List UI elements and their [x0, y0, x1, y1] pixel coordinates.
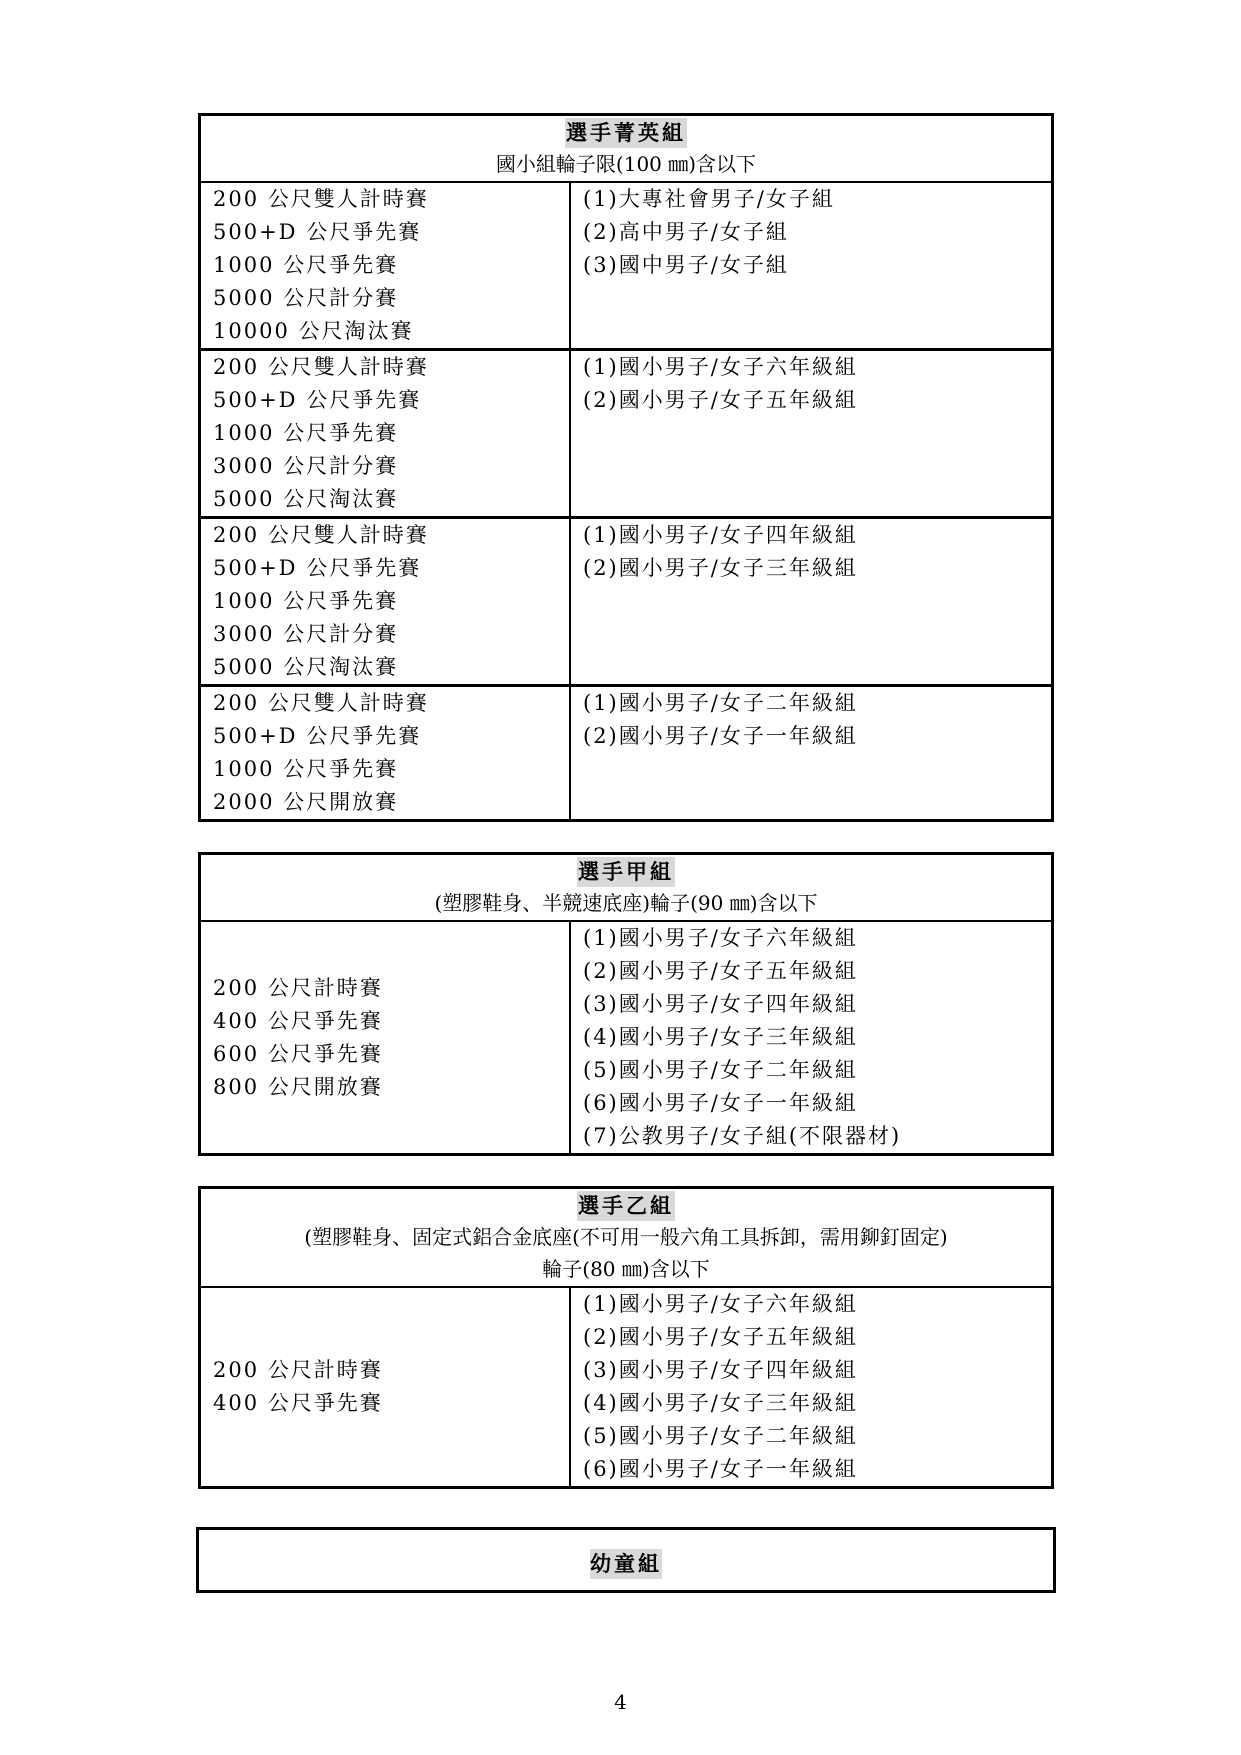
table-title: 選手甲組: [577, 857, 675, 887]
table-title: 選手乙組: [577, 1191, 675, 1221]
groups-cell: [571, 687, 1051, 819]
table-title: 選手菁英組: [565, 118, 687, 148]
event-item: 200 公尺計時賽: [213, 975, 383, 1000]
group-item: (5)國小男子/女子二年級組: [583, 1424, 858, 1448]
event-item: 10000 公尺淘汰賽: [213, 319, 414, 343]
group-item: (1)大專社會男子/女子組: [583, 187, 835, 211]
group-item: (2)國小男子/女子三年級組: [583, 556, 858, 580]
group-item: (1)國小男子/女子二年級組: [583, 691, 858, 715]
table-row: [201, 684, 1051, 819]
events-cell: [201, 351, 571, 516]
group-item: (5)國小男子/女子二年級組: [583, 1058, 858, 1082]
group-item: (4)國小男子/女子三年級組: [583, 1025, 858, 1049]
page-number: 4: [614, 1690, 627, 1714]
event-item: 5000 公尺計分賽: [213, 286, 399, 310]
table-header: [201, 116, 1051, 183]
table-group-a: [198, 852, 1054, 1156]
table-subtitle: (塑膠鞋身、固定式鋁合金底座(不可用一般六角工具拆卸，需用鉚釘固定): [304, 1225, 948, 1249]
event-item: 400 公尺爭先賽: [213, 1008, 383, 1033]
group-item: (1)國小男子/女子六年級組: [583, 926, 858, 950]
group-item: (6)國小男子/女子一年級組: [583, 1091, 858, 1115]
event-item: 3000 公尺計分賽: [213, 622, 399, 646]
group-item: (3)國小男子/女子四年級組: [583, 992, 858, 1016]
table-title: 幼童組: [590, 1549, 662, 1579]
group-item: (4)國小男子/女子三年級組: [583, 1391, 858, 1415]
event-item: 3000 公尺計分賽: [213, 454, 399, 478]
table-row: [201, 516, 1051, 684]
events-cell: [201, 519, 571, 684]
event-item: 400 公尺爭先賽: [213, 1391, 383, 1415]
event-item: 200 公尺雙人計時賽: [213, 523, 429, 547]
group-item: (3)國中男子/女子組: [583, 253, 789, 277]
event-item: 200 公尺雙人計時賽: [213, 187, 429, 211]
table-row: [201, 922, 1051, 1153]
event-item: 200 公尺雙人計時賽: [213, 691, 429, 715]
event-item: 1000 公尺爭先賽: [213, 253, 399, 277]
table-header: [201, 855, 1051, 922]
group-item: (3)國小男子/女子四年級組: [583, 1358, 858, 1382]
table-row: [201, 183, 1051, 348]
group-item: (6)國小男子/女子一年級組: [583, 1457, 858, 1481]
group-item: (2)國小男子/女子五年級組: [583, 388, 858, 412]
table-subtitle: 輪子(80 ㎜)含以下: [542, 1257, 710, 1281]
table-group-b: [198, 1186, 1054, 1489]
table-subtitle: (塑膠鞋身、半競速底座)輪子(90 ㎜)含以下: [434, 891, 818, 915]
table-subtitle: 國小組輪子限(100 ㎜)含以下: [495, 152, 757, 176]
table-children: [196, 1527, 1056, 1593]
table-header: [201, 1189, 1051, 1288]
event-item: 200 公尺雙人計時賽: [213, 355, 429, 379]
groups-cell: [571, 1288, 1051, 1486]
event-item: 800 公尺開放賽: [213, 1074, 383, 1099]
group-item: (2)國小男子/女子五年級組: [583, 959, 858, 983]
group-item: (2)國小男子/女子一年級組: [583, 724, 858, 748]
event-item: 600 公尺爭先賽: [213, 1041, 383, 1066]
group-item: (2)高中男子/女子組: [583, 220, 789, 244]
events-cell: [201, 183, 571, 348]
events-cell: [201, 1288, 571, 1486]
events-cell: [201, 922, 571, 1153]
group-item: (2)國小男子/女子五年級組: [583, 1325, 858, 1349]
groups-cell: [571, 351, 1051, 516]
event-item: 500+D 公尺爭先賽: [213, 388, 422, 412]
table-row: [201, 348, 1051, 516]
group-item: (7)公教男子/女子組(不限器材): [583, 1124, 902, 1148]
table-row: [201, 1288, 1051, 1486]
group-item: (1)國小男子/女子六年級組: [583, 1292, 858, 1316]
event-item: 500+D 公尺爭先賽: [213, 556, 422, 580]
event-item: 1000 公尺爭先賽: [213, 421, 399, 445]
event-item: 5000 公尺淘汰賽: [213, 487, 399, 511]
event-item: 500+D 公尺爭先賽: [213, 220, 422, 244]
group-item: (1)國小男子/女子六年級組: [583, 355, 858, 379]
groups-cell: [571, 519, 1051, 684]
event-item: 1000 公尺爭先賽: [213, 589, 399, 613]
event-item: 2000 公尺開放賽: [213, 790, 399, 814]
groups-cell: [571, 922, 1051, 1153]
events-cell: [201, 687, 571, 819]
event-item: 5000 公尺淘汰賽: [213, 655, 399, 679]
event-item: 200 公尺計時賽: [213, 1358, 383, 1382]
table-elite: [198, 113, 1054, 822]
group-item: (1)國小男子/女子四年級組: [583, 523, 858, 547]
event-item: 500+D 公尺爭先賽: [213, 724, 422, 748]
groups-cell: [571, 183, 1051, 348]
event-item: 1000 公尺爭先賽: [213, 757, 399, 781]
